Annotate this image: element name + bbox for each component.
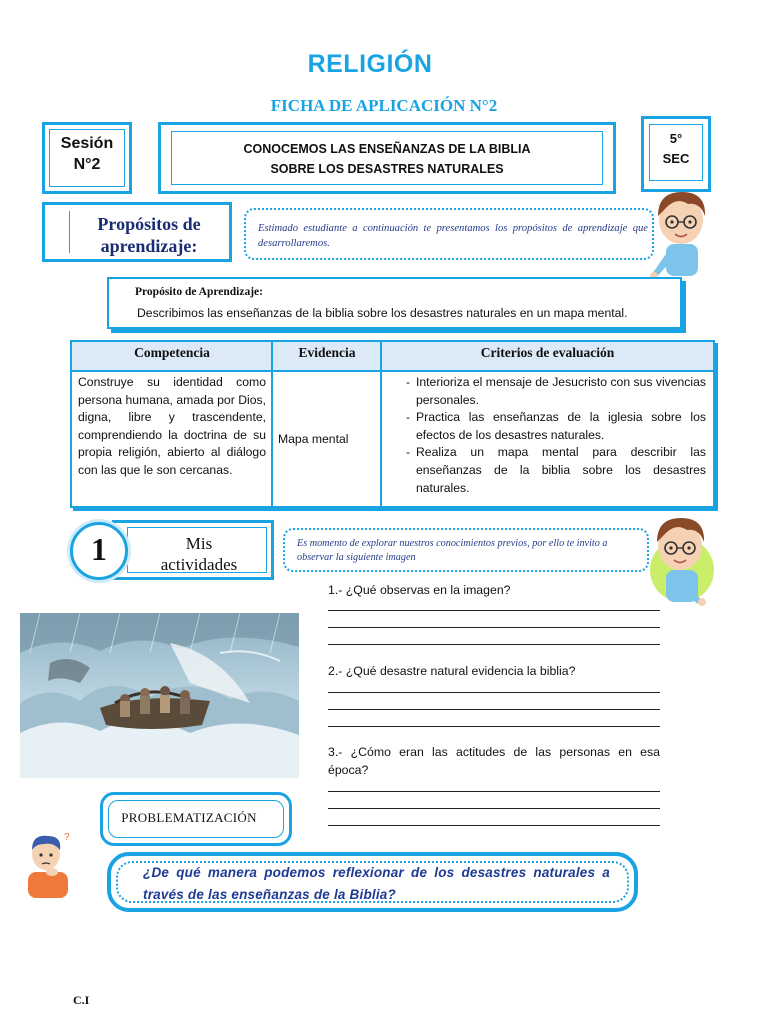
activities-label-box	[112, 520, 274, 580]
competency-table	[70, 340, 715, 508]
question-3: 3.- ¿Cómo eran las actitudes de las personas en esa época?	[328, 745, 660, 777]
purpose-intro-bubble	[244, 208, 654, 260]
topic-line-1: CONOCEMOS LAS ENSEÑANZAS DE LA BIBLIA	[243, 142, 531, 156]
session-number: N°2	[73, 156, 101, 173]
answer-line[interactable]	[328, 791, 660, 792]
activities-label-line-2: actividades	[160, 555, 238, 574]
grade-number: 5°	[669, 131, 683, 146]
criterion-item: - Realiza un mapa mental para describir las enseñanzas de la biblia sobre los desastres naturales.	[404, 444, 706, 497]
answer-line[interactable]	[328, 627, 660, 628]
cell-criterios	[404, 374, 706, 497]
header-competencia: Competencia	[72, 342, 272, 372]
footer-text: C.I	[73, 993, 90, 1007]
cell-competencia: Construye su identidad como persona humana, amada por Dios, digna, libre y trascendente, comprendiendo la doctrina de su propia religión, abierto al diálogo con las que le son cercanas.	[78, 375, 266, 477]
purpose-label-line-1: Propósitos de	[97, 214, 201, 234]
purpose-box	[107, 277, 682, 329]
answer-line[interactable]	[328, 825, 660, 826]
purpose-box-text: Describimos las enseñanzas de la biblia sobre los desastres naturales en un mapa mental.	[137, 306, 628, 320]
question-1: 1.- ¿Qué observas en la imagen?	[328, 583, 511, 597]
criterion-item: - Practica las enseñanzas de la iglesia sobre los efectos de los desastres naturales.	[404, 409, 706, 444]
problematization-box	[100, 792, 292, 846]
header-evidencia: Evidencia	[272, 342, 382, 372]
purpose-label-line-2: aprendizaje:	[100, 236, 198, 256]
answer-line[interactable]	[328, 610, 660, 611]
guiding-question-box	[107, 852, 638, 912]
answer-line[interactable]	[328, 726, 660, 727]
teacher-avatar	[650, 186, 712, 286]
activity-number-circle	[70, 522, 128, 580]
grade-box	[641, 116, 711, 192]
purpose-intro-text: Estimado estudiante a continuación te presentamos los propósitos de aprendizaje que desarrollaremos.	[258, 223, 648, 249]
session-label: Sesión	[60, 135, 114, 152]
answer-line[interactable]	[328, 709, 660, 710]
header-criterios: Criterios de evaluación	[382, 342, 713, 372]
topic-box	[158, 122, 616, 194]
guiding-question-text: ¿De qué manera podemos reflexionar de los desastres naturales a través de las enseñanzas de la Biblia?	[143, 865, 610, 902]
thinking-student-icon	[22, 828, 74, 898]
page-title: RELIGIÓN	[307, 50, 433, 78]
session-box	[42, 122, 132, 194]
problematization-label: PROBLEMATIZACIÓN	[121, 810, 257, 825]
topic-line-2: SOBRE LOS DESASTRES NATURALES	[270, 162, 504, 176]
activities-intro-text: Es momento de explorar nuestros conocimientos previos, por ello te invito a observar la siguiente imagen	[297, 538, 608, 563]
answer-line[interactable]	[328, 644, 660, 645]
activity-number: 1	[91, 531, 107, 567]
answer-line[interactable]	[328, 808, 660, 809]
page-subtitle: FICHA DE APLICACIÓN N°2	[270, 96, 498, 115]
purpose-label-box	[42, 202, 232, 262]
cell-evidencia: Mapa mental	[278, 432, 349, 446]
storm-boat-image	[20, 613, 299, 778]
activities-intro-bubble	[283, 528, 649, 572]
svg-text:?: ?	[64, 832, 70, 843]
activities-label-line-1: Mis	[185, 534, 213, 553]
grade-level: SEC	[662, 151, 690, 166]
purpose-box-title: Propósito de Aprendizaje:	[135, 286, 263, 298]
question-2: 2.- ¿Qué desastre natural evidencia la biblia?	[328, 664, 576, 678]
criterion-item: - Interioriza el mensaje de Jesucristo con sus vivencias personales.	[404, 374, 706, 409]
answer-line[interactable]	[328, 692, 660, 693]
